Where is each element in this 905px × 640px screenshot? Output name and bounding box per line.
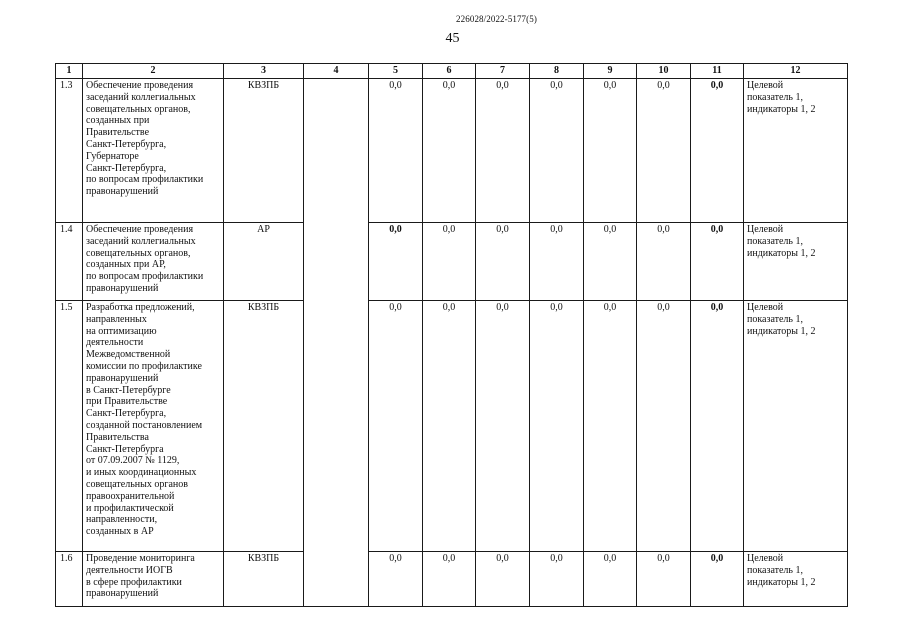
row-number: 1.5	[56, 301, 83, 552]
value-cell: 0,0	[637, 301, 691, 552]
target-indicators-note: Целевой показатель 1, индикаторы 1, 2	[744, 301, 848, 552]
table-row	[56, 301, 848, 552]
value-cell: 0,0	[530, 79, 584, 223]
table-row	[56, 79, 848, 223]
value-cell-total: 0,0	[691, 79, 744, 223]
value-cell: 0,0	[369, 79, 423, 223]
program-activities-table	[55, 63, 848, 607]
column-header: 1	[56, 64, 83, 79]
activity-name: Обеспечение проведения заседаний коллегиальных совещательных органов, созданных при Правительстве Санкт-Петербурга, Губернаторе Санкт-Петербурга, по вопросам профилактики правонарушений	[83, 79, 224, 223]
value-cell: 0,0	[530, 223, 584, 301]
value-cell: 0,0	[584, 552, 637, 607]
value-cell: 0,0	[423, 223, 476, 301]
target-indicators-note: Целевой показатель 1, индикаторы 1, 2	[744, 552, 848, 607]
value-cell: 0,0	[584, 301, 637, 552]
activity-name: Обеспечение проведения заседаний коллегиальных совещательных органов, созданных при АР, по вопросам профилактики правонарушений	[83, 223, 224, 301]
column-4-cell	[304, 79, 369, 607]
value-cell: 0,0	[530, 301, 584, 552]
value-cell: 0,0	[476, 301, 530, 552]
activity-name: Разработка предложений, направленных на оптимизацию деятельности Межведомственной комиссии по профилактике правонарушений в Санкт-Петербурге при Правительстве Санкт-Петербурга, созданной постановлением Правительства Санкт-Петербурга от 07.09.2007 № 1129, и иных координационных совещательных органов правоохранительной и профилактической направленности, созданных в АР	[83, 301, 224, 552]
document-registration-number: 226028/2022-5177(5)	[456, 14, 537, 24]
value-cell: 0,0	[369, 552, 423, 607]
executor: АР	[224, 223, 304, 301]
value-cell: 0,0	[423, 79, 476, 223]
target-indicators-note: Целевой показатель 1, индикаторы 1, 2	[744, 79, 848, 223]
column-header: 5	[369, 64, 423, 79]
value-cell-total: 0,0	[691, 552, 744, 607]
row-number: 1.3	[56, 79, 83, 223]
column-header: 6	[423, 64, 476, 79]
column-header: 3	[224, 64, 304, 79]
column-header: 2	[83, 64, 224, 79]
target-indicators-note: Целевой показатель 1, индикаторы 1, 2	[744, 223, 848, 301]
value-cell: 0,0	[423, 552, 476, 607]
row-number: 1.4	[56, 223, 83, 301]
value-cell: 0,0	[530, 552, 584, 607]
value-cell: 0,0	[369, 301, 423, 552]
value-cell: 0,0	[476, 552, 530, 607]
value-cell: 0,0	[637, 79, 691, 223]
column-header: 10	[637, 64, 691, 79]
value-cell: 0,0	[584, 223, 637, 301]
table-row	[56, 223, 848, 301]
executor: КВЗПБ	[224, 301, 304, 552]
column-header: 11	[691, 64, 744, 79]
table-header-row	[56, 64, 848, 79]
executor: КВЗПБ	[224, 79, 304, 223]
value-cell-total: 0,0	[691, 301, 744, 552]
executor: КВЗПБ	[224, 552, 304, 607]
table-row	[56, 552, 848, 607]
value-cell: 0,0	[584, 79, 637, 223]
column-header: 7	[476, 64, 530, 79]
column-header: 4	[304, 64, 369, 79]
page-number: 45	[445, 31, 460, 46]
value-cell: 0,0	[637, 223, 691, 301]
value-cell: 0,0	[476, 79, 530, 223]
activity-name: Проведение мониторинга деятельности ИОГВ в сфере профилактики правонарушений	[83, 552, 224, 607]
value-cell: 0,0	[637, 552, 691, 607]
value-cell-total: 0,0	[691, 223, 744, 301]
column-header: 12	[744, 64, 848, 79]
value-cell: 0,0	[423, 301, 476, 552]
value-cell: 0,0	[369, 223, 423, 301]
row-number: 1.6	[56, 552, 83, 607]
column-header: 8	[530, 64, 584, 79]
value-cell: 0,0	[476, 223, 530, 301]
column-header: 9	[584, 64, 637, 79]
